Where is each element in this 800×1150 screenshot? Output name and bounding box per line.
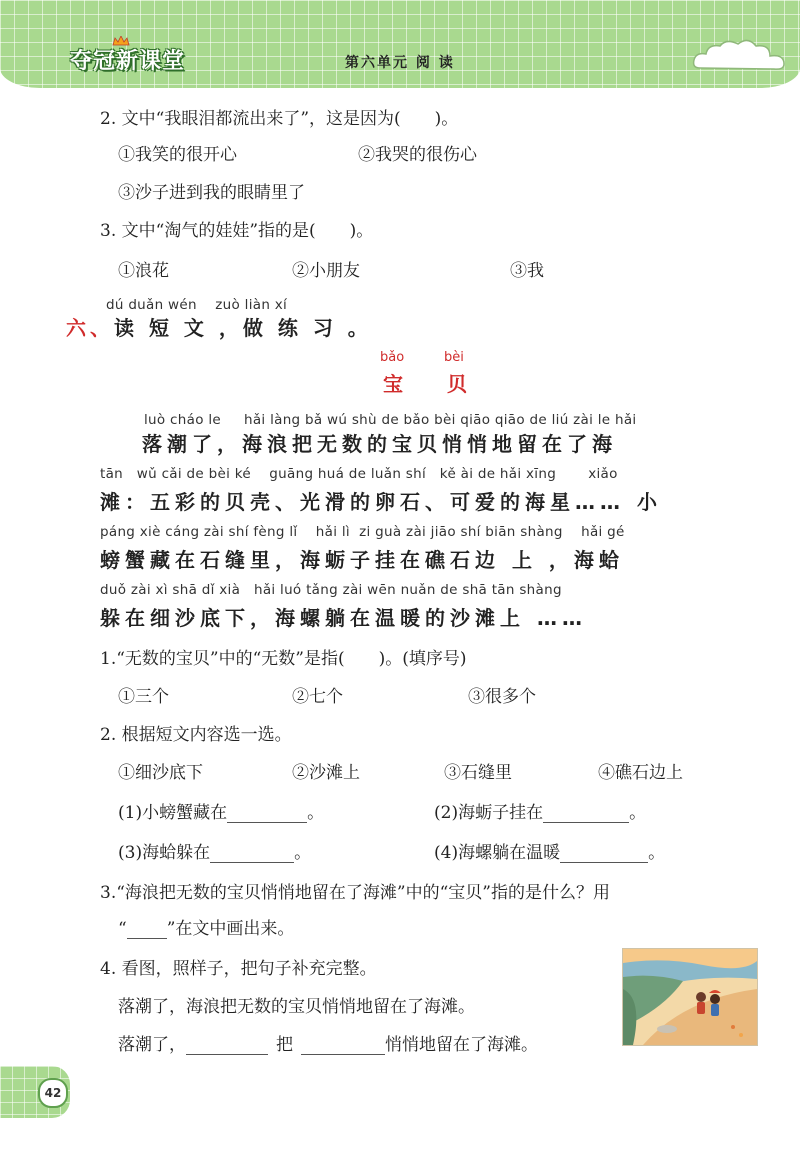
- passage-pinyin-line-4: duǒ zài xì shā dǐ xià hǎi luó tǎng zài wēn nuǎn de shā tān shàng: [100, 582, 562, 598]
- q4-fill-pre: 落潮了，: [118, 1035, 186, 1055]
- title-pinyin-1: bǎo: [380, 350, 405, 365]
- beach-illustration: [622, 948, 758, 1046]
- q4-fill-sentence: [118, 1030, 538, 1055]
- q4-fill-post: 悄悄地留在了海滩。: [385, 1035, 538, 1055]
- section-pinyin: dú duǎn wén zuò liàn xí: [106, 297, 288, 313]
- q2-fill-1-blank[interactable]: [227, 802, 307, 823]
- page-number: 42: [38, 1078, 68, 1108]
- q2-fill-3-period: 。: [294, 843, 312, 863]
- cloud-icon: [690, 36, 790, 76]
- prev-q3-option-3: ③我: [510, 261, 544, 281]
- question-1: 1.“无数的宝贝”中的“无数”是指( )。(填序号): [100, 649, 467, 669]
- question-3-line-2: [118, 914, 294, 939]
- question-2: 2. 根据短文内容选一选。: [100, 725, 292, 745]
- unit-title: 第六单元 阅 读: [345, 55, 455, 71]
- section-title: 读 短 文 ，做 练 习 。: [114, 316, 372, 340]
- section-heading: [66, 312, 372, 341]
- q2-fill-4-period: 。: [648, 843, 666, 863]
- passage-pinyin-line-1: luò cháo le hǎi làng bǎ wú shù de bǎo bèi qiāo qiāo de liú zài le hǎi: [144, 412, 637, 428]
- q2-fill-3: [118, 838, 311, 863]
- title-pinyin-2: bèi: [444, 350, 464, 365]
- prev-question-2: 2. 文中“我眼泪都流出来了”，这是因为( )。: [100, 109, 459, 129]
- q2-fill-2-text: (2)海蛎子挂在: [434, 803, 544, 823]
- passage-pinyin-line-3: páng xiè cáng zài shí fèng lǐ hǎi lì zi guà zài jiāo shí biān shàng hǎi gé: [100, 524, 625, 540]
- q2-fill-2: [434, 798, 646, 823]
- prev-q3-option-1: ①浪花: [118, 261, 169, 281]
- passage-text-line-2: 滩：五彩的贝壳、光滑的卵石、可爱的海星…… 小: [100, 490, 662, 514]
- prev-q2-option-2: ②我哭的很伤心: [358, 145, 477, 165]
- q2-fill-2-blank[interactable]: [543, 802, 629, 823]
- q2-fill-1: [118, 798, 324, 823]
- passage-title-1: 宝: [383, 372, 403, 396]
- passage-text-line-3: 螃蟹藏在石缝里，海蛎子挂在礁石边 上 ，海蛤: [100, 548, 624, 572]
- q2-option-2: ②沙滩上: [292, 763, 360, 783]
- question-3-line-1: 3.“海浪把无数的宝贝悄悄地留在了海滩”中的“宝贝”指的是什么？用: [100, 883, 610, 903]
- q2-fill-3-blank[interactable]: [210, 842, 294, 863]
- prev-q2-option-1: ①我笑的很开心: [118, 145, 237, 165]
- q2-option-3: ③石缝里: [444, 763, 512, 783]
- q1-option-3: ③很多个: [468, 687, 536, 707]
- prev-q2-option-3: ③沙子进到我的眼睛里了: [118, 183, 305, 203]
- passage-text-line-4: 躲在细沙底下，海螺躺在温暖的沙滩上 ……: [100, 606, 587, 630]
- q4-fill-blank-2[interactable]: [301, 1034, 385, 1055]
- q2-fill-1-text: (1)小螃蟹藏在: [118, 803, 228, 823]
- q2-fill-4-blank[interactable]: [560, 842, 648, 863]
- question-4: 4. 看图，照样子，把句子补充完整。: [100, 959, 377, 979]
- q4-fill-blank-1[interactable]: [186, 1034, 268, 1055]
- q4-example-sentence: 落潮了，海浪把无数的宝贝悄悄地留在了海滩。: [118, 997, 475, 1017]
- q3-line-2-text: ”在文中画出来。: [166, 919, 295, 939]
- q2-fill-3-text: (3)海蛤躲在: [118, 843, 211, 863]
- q2-fill-4-text: (4)海螺躺在温暖: [434, 843, 561, 863]
- q1-option-1: ①三个: [118, 687, 169, 707]
- q1-option-2: ②七个: [292, 687, 343, 707]
- section-number: 六、: [66, 316, 114, 340]
- q2-option-4: ④礁石边上: [598, 763, 683, 783]
- q2-option-1: ①细沙底下: [118, 763, 203, 783]
- book-logo: 夺冠新课堂: [70, 49, 186, 74]
- q4-fill-mid: 把: [276, 1035, 293, 1055]
- beach-scene-image: [623, 949, 757, 1045]
- passage-title-2: 贝: [447, 372, 467, 396]
- passage-text-line-1: 落潮了，海浪把无数的宝贝悄悄地留在了海: [142, 432, 617, 456]
- prev-question-3: 3. 文中“淘气的娃娃”指的是( )。: [100, 221, 374, 241]
- q2-fill-2-period: 。: [629, 803, 647, 823]
- q2-fill-4: [434, 838, 665, 863]
- prev-q3-option-2: ②小朋友: [292, 261, 360, 281]
- q2-fill-1-period: 。: [307, 803, 325, 823]
- passage-pinyin-line-2: tān wǔ cǎi de bèi ké guāng huá de luǎn shí kě ài de hǎi xīng xiǎo: [100, 466, 618, 482]
- q3-underline-sample: [127, 920, 167, 939]
- q3-quote-open: “: [118, 919, 127, 939]
